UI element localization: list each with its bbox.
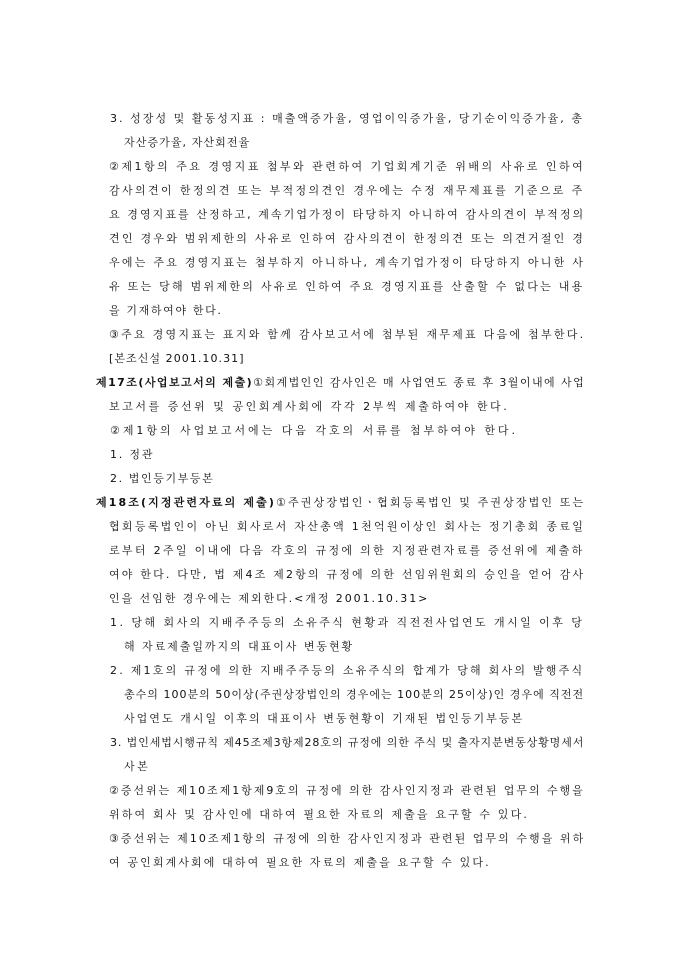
text-line: 3. 법인세법시행규칙 제45조제3항제28호의 규정에 의한 주식 및 출자지분변동상황명세서 bbox=[110, 736, 585, 749]
text-line: 사업연도 개시일 이후의 대표이사 변동현황이 기재된 법인등기부등본 bbox=[124, 712, 525, 725]
text-line: 2. 제1호의 규정에 의한 지배주주등의 소유주식의 합계가 당해 회사의 발행주식 bbox=[110, 664, 585, 677]
article-17 bbox=[96, 376, 585, 390]
text-line: 사본 bbox=[124, 760, 151, 773]
text-line: 요 경영지표를 산정하고, 계속기업가정이 타당하지 아니하여 감사의견이 부적정의 bbox=[109, 208, 586, 221]
text-line: 자산증가율, 자산회전율 bbox=[124, 136, 251, 149]
text-line: ③증선위는 제10조제1항의 규정에 의한 감사인지정과 관련된 업무의 수행을 위하 bbox=[109, 832, 586, 845]
text-line: 견인 경우와 범위제한의 사유로 인하여 감사의견이 한정의견 또는 의견거절인 경 bbox=[109, 232, 586, 245]
text-line: 로부터 2주일 이내에 다음 각호의 규정에 의한 지정관련자료를 증선위에 제출하 bbox=[109, 544, 585, 557]
text-line: ②제1항의 주요 경영지표 첨부와 관련하여 기업회계기준 위배의 사유로 인하여 bbox=[109, 160, 586, 173]
text-line: [본조신설 2001.10.31] bbox=[109, 352, 245, 365]
text-line: 협회등록법인이 아닌 회사로서 자산총액 1천억원이상인 회사는 정기총회 종료일 bbox=[109, 520, 586, 533]
text-line: ①회계법인인 감사인은 매 사업연도 종료 후 3월이내에 사업 bbox=[253, 376, 586, 389]
text-line: 을 기재하여야 한다. bbox=[109, 304, 223, 317]
text-line: 여야 한다. 다만, 법 제4조 제2항의 규정에 의한 선임위원회의 승인을 얻어 감사 bbox=[109, 568, 586, 581]
text-line: 인을 선임한 경우에는 제외한다.<개정 2001.10.31> bbox=[109, 592, 430, 605]
text-line: 우에는 주요 경영지표는 첨부하지 아니하나, 계속기업가정이 타당하지 아니한 사 bbox=[109, 256, 586, 269]
text-line: ②증선위는 제10조제1항제9호의 규정에 의한 감사인지정과 관련된 업무의 수행을 bbox=[109, 784, 585, 797]
text-line: 유 또는 당해 범위제한의 사유로 인하여 주요 경영지표를 산출할 수 없다는 내용 bbox=[109, 280, 585, 293]
text-line: 보고서를 증선위 및 공인회계사회에 각각 2부씩 제출하여야 한다. bbox=[109, 400, 510, 413]
text-line: 3. 성장성 및 활동성지표 : 매출액증가율, 영업이익증가율, 당기순이익증가율, 총 bbox=[110, 112, 585, 125]
text-line: 위하여 회사 및 감사인에 대하여 필요한 자료의 제출을 요구할 수 있다. bbox=[109, 808, 529, 821]
text-line: 해 자료제출일까지의 대표이사 변동현황 bbox=[124, 640, 355, 653]
text-line: ②제1항의 사업보고서에는 다음 각호의 서류를 첨부하여야 한다. bbox=[110, 424, 518, 437]
article-heading: 제18조(지정관련자료의 제출) bbox=[96, 496, 276, 509]
text-line: ③주요 경영지표는 표지와 함께 감사보고서에 첨부된 재무제표 다음에 첨부한다. bbox=[109, 328, 586, 341]
text-line: 총수의 100분의 50이상(주권상장법인의 경우에는 100분의 25이상)인 경우에 직전전 bbox=[124, 688, 585, 701]
text-line: 감사의견이 한정의견 또는 부적정의견인 경우에는 수정 재무제표를 기준으로 주 bbox=[109, 184, 585, 197]
text-line: 여 공인회계사회에 대하여 필요한 자료의 제출을 요구할 수 있다. bbox=[109, 856, 491, 869]
article-18 bbox=[96, 496, 585, 510]
text-line: 1. 당해 회사의 지배주주등의 소유주식 현황과 직전전사업연도 개시일 이후 당 bbox=[110, 616, 585, 629]
text-line: 1. 정관 bbox=[110, 448, 155, 461]
article-heading: 제17조(사업보고서의 제출) bbox=[96, 376, 254, 389]
text-line: ①주권상장법인ㆍ협회등록법인 및 주권상장법인 또는 bbox=[275, 496, 586, 509]
text-line: 2. 법인등기부등본 bbox=[110, 472, 215, 485]
